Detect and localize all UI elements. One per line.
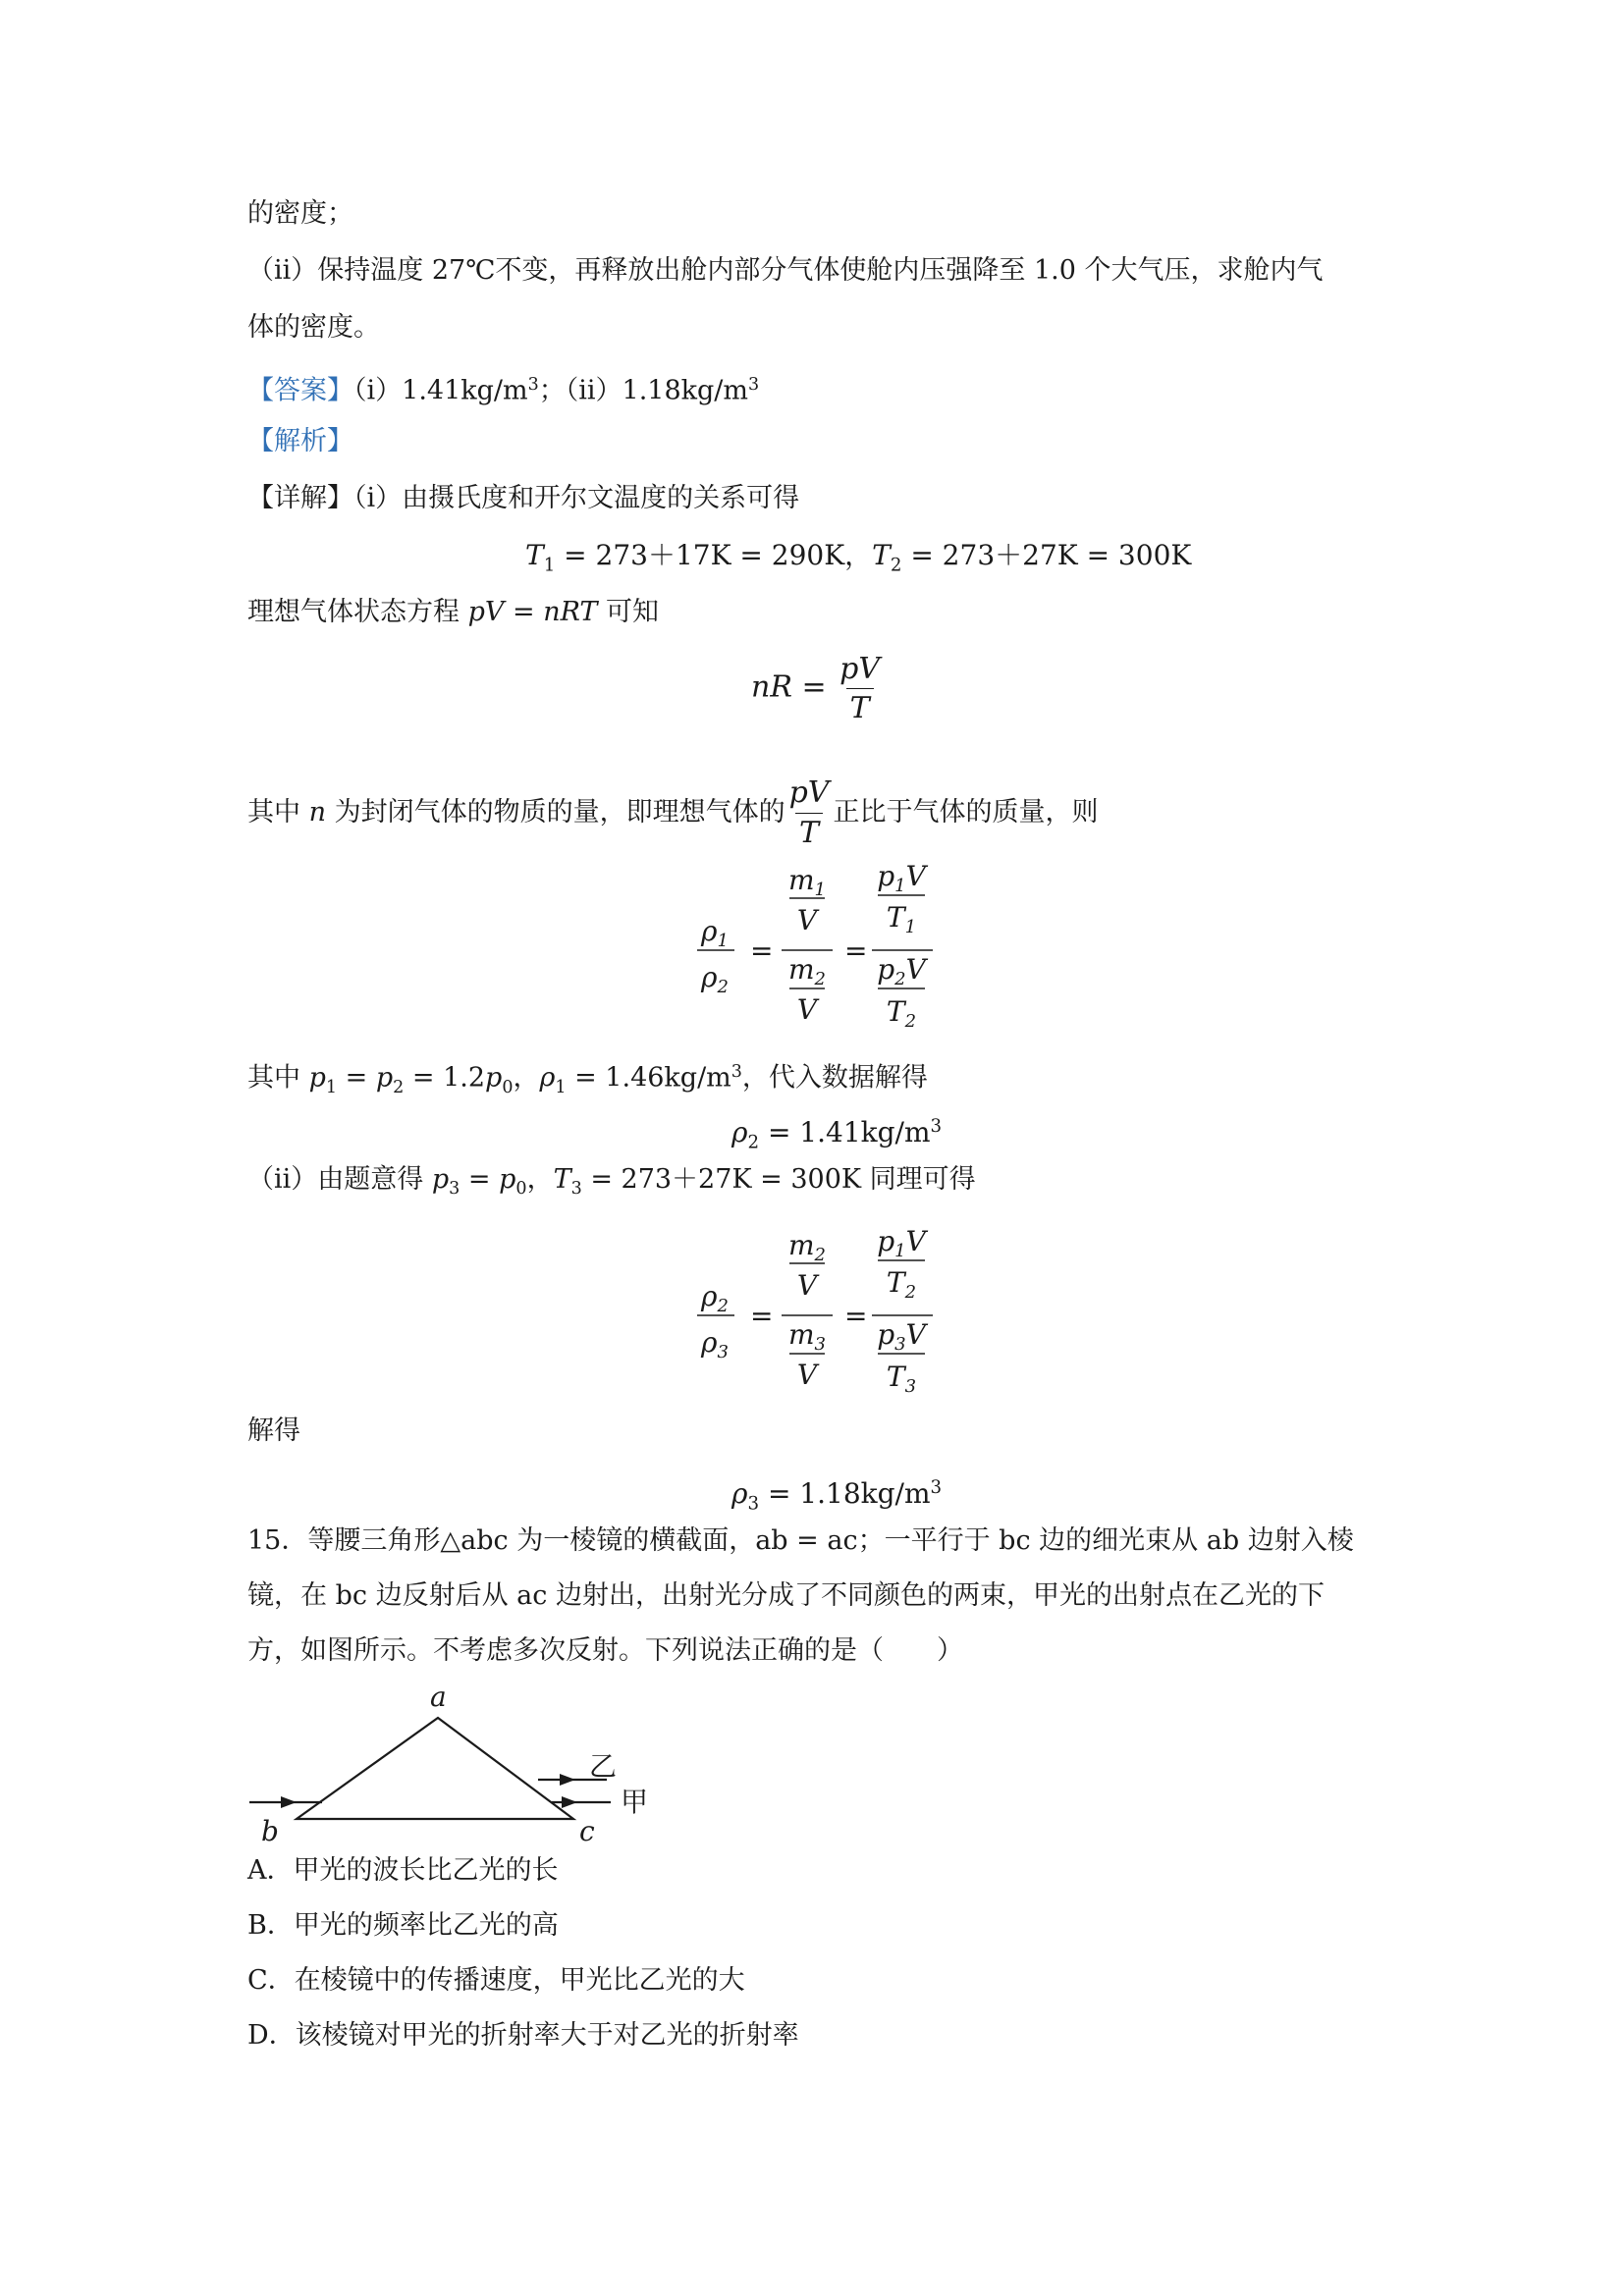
text: （ii）由题意得 [247, 1164, 432, 1195]
svg-text:m3: $m_3$ [787, 1318, 827, 1355]
proportional-line: 其中 n 为封闭气体的物质的量，即理想气体的 $\frac{pV}{T}$ 正比于气体的质量，则 [247, 775, 1099, 850]
question-line: 15．等腰三角形△abc 为一棱镜的横截面，ab = ac；一平行于 bc 边的细光束从 ab 边射入棱 [247, 1525, 1354, 1556]
exponent: 3 [748, 375, 760, 395]
exponent: 3 [527, 375, 539, 395]
option-a[interactable]: A．甲光的波长比乙光的长 [247, 1855, 559, 1886]
svg-text:m2: $m_2$ [787, 1229, 827, 1265]
svg-text:p2V: $p_2V$ [877, 953, 926, 989]
ratio-equation-2 [687, 1219, 962, 1401]
svg-text:V: V [796, 1269, 818, 1302]
text: ， [513, 1062, 540, 1094]
svg-text:=: = [750, 934, 774, 967]
state-equation-line: 理想气体状态方程 pV = nRT 可知 [247, 597, 660, 627]
label-b: b [261, 1815, 279, 1845]
text: ， [526, 1164, 554, 1195]
svg-text:m1: $m_1$ [787, 864, 827, 900]
svg-text:ρ2: $\rho_2$ [701, 1280, 729, 1316]
svg-text:T3: $T_3$ [886, 1361, 917, 1397]
answer-line [247, 367, 759, 409]
arrow-icon [281, 1796, 297, 1808]
svg-text:m2: $m_2$ [787, 953, 827, 989]
svg-text:ρ2: $\rho_2$ [701, 961, 729, 997]
rho2-result: $\rho_2 = 1.41kg/m^3$ [731, 1116, 943, 1153]
svg-text:T2: $T_2$ [886, 1266, 917, 1303]
label-jia: 甲 [621, 1786, 649, 1818]
svg-text:T1: $T_1$ [886, 901, 917, 937]
question-line: 镜，在 bc 边反射后从 ac 边射出，出射光分成了不同颜色的两束，甲光的出射点在乙光的下 [247, 1580, 1325, 1611]
svg-text:V: V [796, 904, 818, 936]
svg-text:p3V: $p_3V$ [877, 1318, 926, 1355]
detail-text: （i）由摄氏度和开尔文温度的关系可得 [353, 483, 800, 513]
text: 其中 [247, 797, 309, 828]
text: 可知 [597, 597, 660, 627]
svg-text:p1V: $p_1V$ [877, 860, 926, 896]
text: = 1.18kg/m [759, 1477, 931, 1510]
option-c[interactable]: C．在棱镜中的传播速度，甲光比乙光的大 [247, 1965, 745, 1996]
analysis-tag: 【解析】 [247, 426, 353, 456]
temps-equation: $T_1 = 273+17K = 290K$，$T_2 = 273+27K = 300K$ [525, 539, 1192, 576]
svg-text:T2: $T_2$ [886, 995, 917, 1032]
question-line: 方，如图所示。不考虑多次反射。下列说法正确的是（ ） [247, 1635, 963, 1666]
rho3-result: $\rho_3 = 1.18kg/m^3$ [731, 1477, 943, 1515]
temps-a: = 273＋17K = 290K， [555, 539, 873, 571]
temps-b: = 273＋27K = 300K [901, 539, 1192, 571]
svg-text:V: V [796, 993, 818, 1026]
text: 其中 [247, 1062, 309, 1094]
text: = [504, 597, 544, 627]
arrow-icon [560, 1774, 575, 1786]
text: 正比于气体的质量，则 [833, 797, 1099, 828]
svg-text:ρ3: $\rho_3$ [701, 1326, 729, 1362]
prism-triangle [297, 1718, 573, 1819]
solve-line: 解得 [247, 1415, 300, 1446]
text: = 1.41kg/m [759, 1116, 931, 1148]
text: 为封闭气体的物质的量，即理想气体的 [325, 797, 785, 828]
svg-text:=: = [750, 1300, 774, 1332]
text: 理想气体状态方程 [247, 597, 468, 627]
nr-symbol: nR [751, 669, 792, 705]
text: = 273＋27K = 300K 同理可得 [581, 1164, 976, 1195]
option-d[interactable]: D．该棱镜对甲光的折射率大于对乙光的折射率 [247, 2020, 799, 2051]
arrow-icon [562, 1796, 577, 1808]
text-line: （ii）保持温度 27℃不变，再释放出舱内部分气体使舱内压强降至 1.0 个大气压，求舱内气 [247, 255, 1324, 286]
answer-part2: ；（ii）1.18kg/m [538, 375, 748, 406]
detail-line [247, 481, 799, 516]
given-line: 其中 $p_1 = p_2 = 1.2p_0$，$\rho_1 = 1.46kg/m^3$，代入数据解得 [247, 1062, 928, 1097]
nr-equation: nR = $\frac{pV}{T}$ [751, 652, 881, 725]
ratio-equation-1 [687, 854, 962, 1036]
text-line: 的密度； [247, 198, 353, 229]
label-c: c [579, 1815, 595, 1845]
svg-text:V: V [796, 1359, 818, 1391]
text-line: 体的密度。 [247, 312, 380, 343]
text: ，代入数据解得 [741, 1062, 928, 1094]
part2-line: （ii）由题意得 $p_3 = p_0$，$T_3 = 273+27K = 300K$ 同理可得 [247, 1164, 976, 1200]
label-a: a [430, 1681, 447, 1713]
label-yi: 乙 [589, 1750, 618, 1783]
svg-text:p1V: $p_1V$ [877, 1225, 926, 1261]
answer-part1: （i）1.41kg/m [353, 375, 528, 406]
svg-text:=: = [844, 1300, 868, 1332]
svg-text:ρ1: $\rho_1$ [701, 915, 729, 951]
answer-tag: 【答案】 [247, 375, 353, 406]
option-b[interactable]: B．甲光的频率比乙光的高 [247, 1910, 559, 1941]
svg-text:=: = [844, 934, 868, 967]
detail-tag: 【详解】 [247, 483, 353, 513]
prism-figure [245, 1679, 677, 1845]
